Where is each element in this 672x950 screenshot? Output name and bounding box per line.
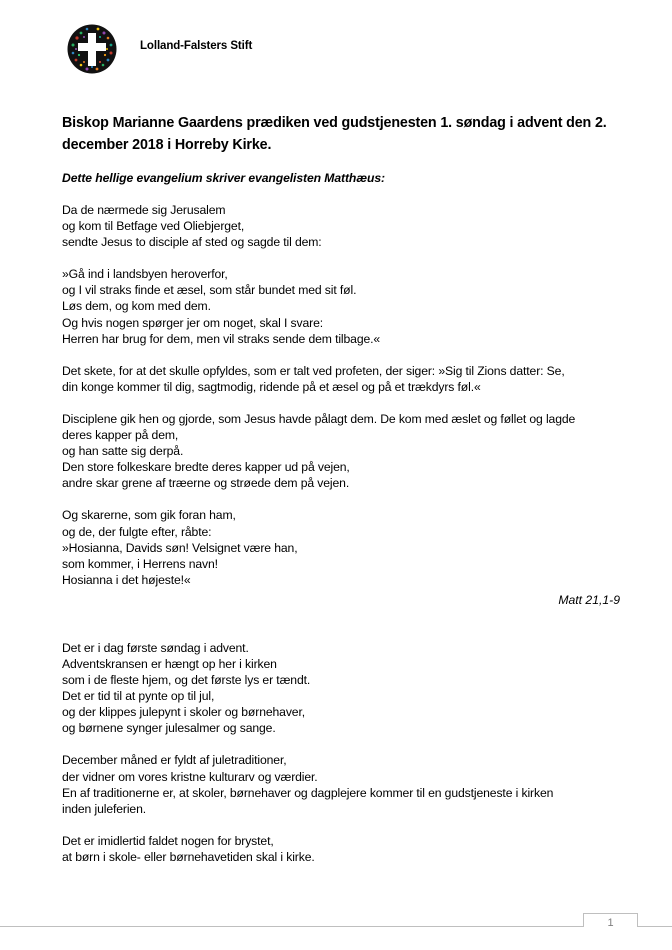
- text-line: sendte Jesus to disciple af sted og sagde til dem:: [62, 235, 322, 250]
- text-line: Det er imidlertid faldet nogen for brystet,: [62, 833, 274, 848]
- text-line: og der klippes julepynt i skoler og børnehaver,: [62, 705, 305, 720]
- text-line: Den store folkeskare bredte deres kapper ud på vejen,: [62, 460, 350, 475]
- sermon-paragraph: [62, 833, 622, 865]
- text-line: og kom til Betfage ved Oliebjerget,: [62, 219, 245, 234]
- text-line: Og hvis nogen spørger jer om noget, skal I svare:: [62, 315, 324, 330]
- text-line: og I vil straks finde et æsel, som står bundet med sit føl.: [62, 283, 357, 298]
- text-line: din konge kommer til dig, sagtmodig, ridende på et æsel og på et trækdyrs føl.«: [62, 379, 481, 394]
- footer-rule: [637, 926, 672, 927]
- text-line: inden juleferien.: [62, 801, 147, 816]
- text-line: Og skarerne, som gik foran ham,: [62, 508, 236, 523]
- text-line: Det skete, for at det skulle opfyldes, som er talt ved profeten, der siger: »Sig til Zions datter: Se,: [62, 363, 565, 378]
- gospel-paragraph: [62, 266, 622, 346]
- gospel-paragraph: [62, 411, 622, 491]
- text-line: andre skar grene af træerne og strøede dem på vejen.: [62, 476, 350, 491]
- text-line: Herren har brug for dem, men vil straks sende dem tilbage.«: [62, 331, 381, 346]
- document-body: [62, 112, 622, 881]
- text-line: En af traditionerne er, at skoler, børnehaver og dagplejere kommer til en gudstjeneste i kirken: [62, 785, 554, 800]
- diocese-logo-icon: [67, 24, 117, 74]
- text-line: og de, der fulgte efter, råbte:: [62, 524, 212, 539]
- text-line: »Gå ind i landsbyen heroverfor,: [62, 267, 228, 282]
- text-line: Det er i dag første søndag i advent.: [62, 640, 249, 655]
- scripture-reference: Matt 21,1-9: [558, 592, 620, 607]
- text-line: der vidner om vores kristne kulturarv og værdier.: [62, 769, 318, 784]
- text-line: Løs dem, og kom med dem.: [62, 299, 211, 314]
- text-line: »Hosianna, Davids søn! Velsignet være han,: [62, 540, 298, 555]
- gospel-paragraph: [62, 507, 622, 587]
- text-line: Hosianna i det højeste!«: [62, 572, 191, 587]
- sermon-title: Biskop Marianne Gaardens prædiken ved gudstjenesten 1. søndag i advent den 2. december 2018 i Horreby Kirke.: [62, 115, 607, 153]
- text-line: Da de nærmede sig Jerusalem: [62, 203, 226, 217]
- text-line: Disciplene gik hen og gjorde, som Jesus havde pålagt dem. De kom med æslet og føllet og lagde: [62, 411, 576, 426]
- text-line: som i de fleste hjem, og det første lys er tændt.: [62, 673, 311, 688]
- text-line: December måned er fyldt af juletraditioner,: [62, 753, 287, 768]
- gospel-intro: Dette hellige evangelium skriver evangelisten Matthæus:: [62, 171, 385, 185]
- text-line: deres kapper på dem,: [62, 428, 179, 443]
- organization-name: Lolland-Falsters Stift: [140, 40, 253, 52]
- sermon-paragraph: [62, 640, 622, 737]
- text-line: at børn i skole- eller børnehavetiden skal i kirke.: [62, 849, 315, 864]
- text-line: Det er tid til at pynte op til jul,: [62, 689, 215, 704]
- sermon-paragraph: [62, 752, 622, 816]
- text-line: og han satte sig derpå.: [62, 444, 184, 459]
- gospel-paragraph: [62, 202, 622, 250]
- text-line: og børnene synger julesalmer og sange.: [62, 721, 276, 736]
- footer-rule: [0, 926, 584, 927]
- page-number: 1: [583, 913, 638, 927]
- text-line: Adventskransen er hængt op her i kirken: [62, 656, 277, 671]
- text-line: som kommer, i Herrens navn!: [62, 556, 218, 571]
- gospel-paragraph: [62, 363, 622, 395]
